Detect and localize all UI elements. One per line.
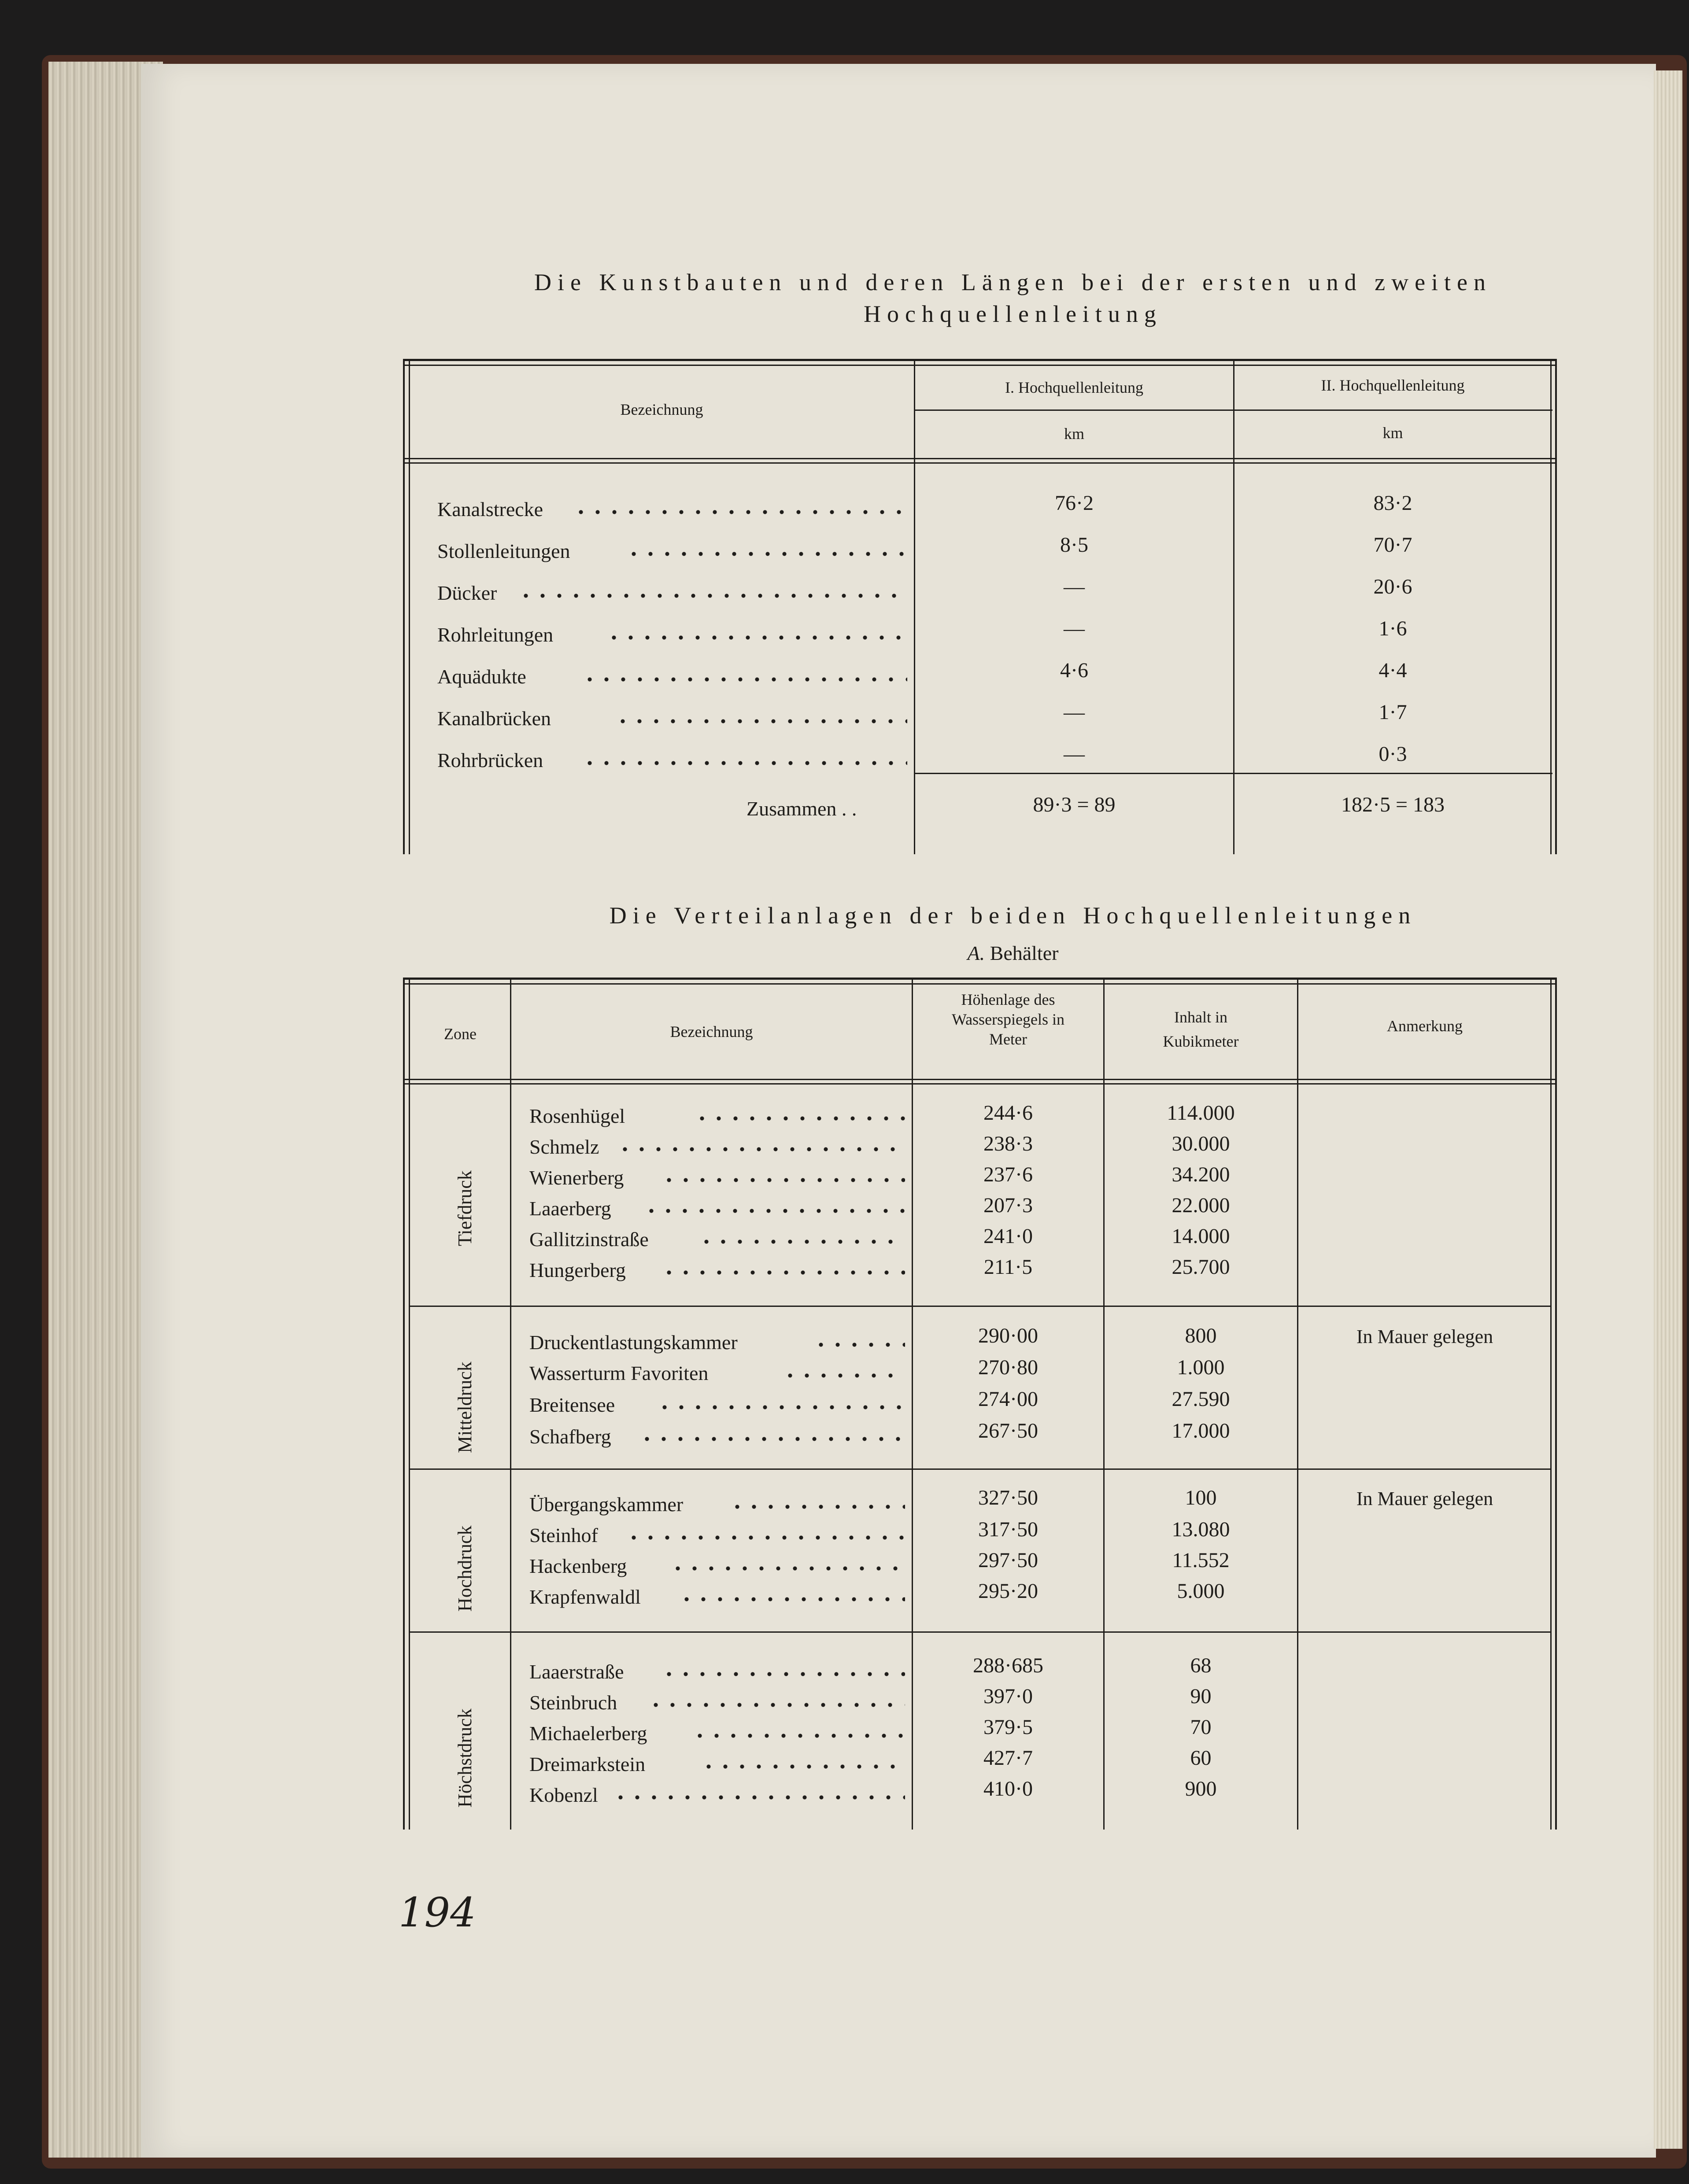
row-label: Laaerberg xyxy=(529,1197,611,1220)
row-label: Steinbruch xyxy=(529,1691,617,1714)
table2-header-inhalt-2: Kubikmeter xyxy=(1163,1033,1239,1050)
table1-total-rule xyxy=(914,773,1552,774)
table1-header-mid-rule xyxy=(914,410,1552,411)
row-label: Rosenhügel xyxy=(529,1105,625,1127)
row-label: Kanalbrücken xyxy=(437,707,551,730)
table1-title-line2: Hochquellenleitung xyxy=(864,301,1162,327)
table1-top-rule xyxy=(403,359,1557,361)
leader-dots xyxy=(698,1240,905,1244)
group-divider xyxy=(410,1468,1551,1470)
value-inhalt: 22.000 xyxy=(1172,1194,1230,1217)
leader-dots xyxy=(606,635,907,640)
table2-col-divider-inhalt xyxy=(1103,978,1105,1830)
table2-right-rule-inner xyxy=(1550,978,1552,1830)
value-hoehe: 317·50 xyxy=(978,1518,1038,1541)
row-label: Steinhof xyxy=(529,1524,598,1546)
row-label: Hackenberg xyxy=(529,1555,627,1577)
group-divider xyxy=(410,1306,1551,1307)
row-label: Druckentlastungskammer xyxy=(529,1331,738,1354)
leader-dots xyxy=(573,510,907,514)
table2-header-anmerkung: Anmerkung xyxy=(1387,1017,1463,1035)
table1-top-rule-inner xyxy=(403,365,1557,366)
value-inhalt: 11.552 xyxy=(1172,1549,1230,1572)
leader-dots xyxy=(694,1116,905,1121)
table1-header-unit2: km xyxy=(1382,424,1403,442)
value-inhalt: 1.000 xyxy=(1177,1356,1225,1379)
row-label: Wienerberg xyxy=(529,1166,624,1189)
leader-dots xyxy=(700,1764,905,1769)
row-label: Wasserturm Favoriten xyxy=(529,1362,709,1384)
leader-dots xyxy=(639,1437,905,1441)
table2-header-hoehe-2: Wasserspiegels in xyxy=(951,1011,1065,1028)
value-col1: — xyxy=(1064,617,1085,640)
leader-dots xyxy=(625,552,907,556)
value-hoehe: 297·50 xyxy=(978,1549,1038,1572)
value-hoehe: 237·6 xyxy=(983,1163,1033,1186)
leader-dots xyxy=(612,1795,905,1800)
leader-dots xyxy=(782,1373,905,1378)
value-inhalt: 60 xyxy=(1190,1746,1212,1770)
table1-right-rule-inner xyxy=(1550,359,1552,854)
zone-label-hoechstdruck: Höchstdruck xyxy=(454,1708,476,1808)
row-label: Rohrbrücken xyxy=(437,749,543,771)
value-col1: — xyxy=(1064,575,1085,598)
table2-top-rule xyxy=(403,978,1557,980)
value-inhalt: 90 xyxy=(1190,1685,1212,1708)
table2-left-rule xyxy=(403,978,405,1830)
value-hoehe: 238·3 xyxy=(983,1132,1033,1155)
table2-header-hoehe-3: Meter xyxy=(989,1030,1027,1048)
table2-subtitle xyxy=(396,941,1630,965)
value-hoehe: 288·685 xyxy=(973,1654,1043,1677)
leader-dots xyxy=(617,1147,905,1151)
table1-header-col2: II. Hochquellenleitung xyxy=(1321,376,1465,394)
table2-left-rule-inner xyxy=(409,978,410,1830)
row-label: Laaerstraße xyxy=(529,1660,624,1683)
value-inhalt: 70 xyxy=(1190,1715,1212,1739)
value-hoehe: 427·7 xyxy=(983,1746,1033,1770)
table1-title-line1: Die Kunstbauten und deren Längen bei der ersten und zweiten xyxy=(534,269,1492,295)
value-inhalt: 800 xyxy=(1185,1324,1217,1347)
row-label: Übergangskammer xyxy=(529,1493,684,1516)
value-hoehe: 274·00 xyxy=(978,1387,1038,1411)
zone-label-mitteldruck: Mitteldruck xyxy=(454,1361,476,1453)
leader-dots xyxy=(691,1734,905,1738)
table1-left-rule xyxy=(403,359,405,854)
value-hoehe: 241·0 xyxy=(983,1225,1033,1248)
value-col2: 83·2 xyxy=(1373,491,1412,515)
value-inhalt: 27.590 xyxy=(1172,1387,1230,1411)
row-label: Breitensee xyxy=(529,1394,615,1416)
value-inhalt: 14.000 xyxy=(1172,1225,1230,1248)
value-inhalt: 5.000 xyxy=(1177,1579,1225,1603)
value-hoehe: 295·20 xyxy=(978,1579,1038,1603)
table2-header-bottom-rule-inner xyxy=(403,1083,1557,1085)
value-col1: — xyxy=(1064,742,1085,766)
total-col1: 89·3 = 89 xyxy=(1033,793,1116,816)
table2-top-rule-inner xyxy=(403,983,1557,985)
value-col2: 20·6 xyxy=(1373,575,1412,598)
row-label: Stollenleitungen xyxy=(437,540,570,562)
value-col2: 0·3 xyxy=(1379,742,1407,766)
value-inhalt: 17.000 xyxy=(1172,1419,1230,1442)
table2-right-rule xyxy=(1555,978,1557,1830)
value-inhalt: 900 xyxy=(1185,1777,1217,1800)
table2-header-bottom-rule xyxy=(403,1079,1557,1080)
row-label: Dücker xyxy=(437,582,497,604)
table2-header-zone: Zone xyxy=(444,1025,477,1043)
table2-header-inhalt-1: Inhalt in xyxy=(1174,1008,1227,1026)
value-inhalt: 30.000 xyxy=(1172,1132,1230,1155)
table2-header-hoehe-1: Höhenlage des xyxy=(961,991,1055,1008)
value-anmerkung: In Mauer gelegen xyxy=(1356,1326,1493,1347)
value-hoehe: 244·6 xyxy=(983,1101,1033,1125)
table2-title: Die Verteilanlagen der beiden Hochquellenleitungen xyxy=(609,902,1417,929)
value-col2: 70·7 xyxy=(1373,533,1412,557)
value-hoehe: 207·3 xyxy=(983,1194,1033,1217)
table1-header-col1: I. Hochquellenleitung xyxy=(1005,379,1143,396)
value-col2: 1·6 xyxy=(1379,617,1407,640)
value-hoehe: 379·5 xyxy=(983,1715,1033,1739)
total-col2: 182·5 = 183 xyxy=(1341,793,1445,816)
leader-dots xyxy=(581,761,907,765)
table2-col-divider-zone xyxy=(510,978,511,1830)
table1-col-divider-2 xyxy=(1233,359,1234,854)
value-col1: 76·2 xyxy=(1055,491,1094,515)
value-hoehe: 397·0 xyxy=(983,1685,1033,1708)
value-inhalt: 114.000 xyxy=(1167,1101,1235,1125)
row-label: Hungerberg xyxy=(529,1259,626,1281)
table1-left-rule-inner xyxy=(409,359,410,854)
value-inhalt: 100 xyxy=(1185,1486,1217,1509)
leader-dots xyxy=(647,1703,905,1707)
value-inhalt: 13.080 xyxy=(1172,1518,1230,1541)
value-inhalt: 25.700 xyxy=(1172,1255,1230,1279)
row-label: Schmelz xyxy=(529,1136,599,1158)
value-hoehe: 267·50 xyxy=(978,1419,1038,1442)
leader-dots xyxy=(678,1597,905,1601)
value-hoehe: 211·5 xyxy=(983,1255,1033,1279)
subtitle-text: Behälter xyxy=(990,942,1059,964)
value-inhalt: 34.200 xyxy=(1172,1163,1230,1186)
leader-dots xyxy=(669,1566,905,1571)
leader-dots xyxy=(614,719,907,723)
leader-dots xyxy=(661,1178,905,1182)
value-hoehe: 290·00 xyxy=(978,1324,1038,1347)
table2-col-divider-anmerkung xyxy=(1297,978,1298,1830)
leader-dots xyxy=(813,1343,905,1347)
value-col2: 4·4 xyxy=(1379,659,1407,682)
value-col1: — xyxy=(1064,701,1085,724)
value-hoehe: 327·50 xyxy=(978,1486,1038,1509)
row-label: Krapfenwaldl xyxy=(529,1586,641,1608)
leader-dots xyxy=(729,1505,905,1509)
table1-col-divider-1 xyxy=(914,359,915,854)
page-right-edge xyxy=(1654,70,1682,2149)
leader-dots xyxy=(517,594,907,598)
leader-dots xyxy=(656,1405,905,1409)
row-label: Kanalstrecke xyxy=(437,498,543,520)
row-label: Aquädukte xyxy=(437,665,526,688)
leader-dots xyxy=(661,1672,905,1676)
zone-label-tiefdruck: Tiefdruck xyxy=(454,1170,476,1246)
row-label: Kobenzl xyxy=(529,1784,598,1806)
table1-header-bezeichnung: Bezeichnung xyxy=(620,401,703,418)
page-number: 194 xyxy=(399,1889,476,1936)
row-label: Schafberg xyxy=(529,1425,611,1448)
row-label: Michaelerberg xyxy=(529,1722,647,1745)
table1-header-unit1: km xyxy=(1064,425,1084,443)
value-hoehe: 270·80 xyxy=(978,1356,1038,1379)
row-label: Dreimarkstein xyxy=(529,1753,646,1775)
value-hoehe: 410·0 xyxy=(983,1777,1033,1800)
table2-header-bezeichnung: Bezeichnung xyxy=(670,1023,753,1040)
value-col1: 8·5 xyxy=(1060,533,1088,557)
table1-header-bottom-rule xyxy=(403,458,1557,459)
total-label: Zusammen . . xyxy=(747,797,857,820)
table2-col-divider-hoehe xyxy=(912,978,913,1830)
leader-dots xyxy=(581,677,907,682)
leader-dots xyxy=(661,1270,905,1275)
table1-right-rule xyxy=(1555,359,1557,854)
leader-dots xyxy=(625,1535,905,1540)
zone-label-hochdruck: Hochdruck xyxy=(454,1525,476,1612)
row-label: Rohrleitungen xyxy=(437,623,554,646)
table1-header-bottom-rule-inner xyxy=(403,462,1557,464)
subtitle-letter: A. xyxy=(967,942,985,964)
value-col1: 4·6 xyxy=(1060,659,1088,682)
leader-dots xyxy=(643,1209,905,1213)
value-col2: 1·7 xyxy=(1379,701,1407,724)
value-anmerkung: In Mauer gelegen xyxy=(1356,1488,1493,1509)
row-label: Gallitzinstraße xyxy=(529,1228,649,1251)
group-divider xyxy=(410,1631,1551,1633)
value-inhalt: 68 xyxy=(1190,1654,1212,1677)
